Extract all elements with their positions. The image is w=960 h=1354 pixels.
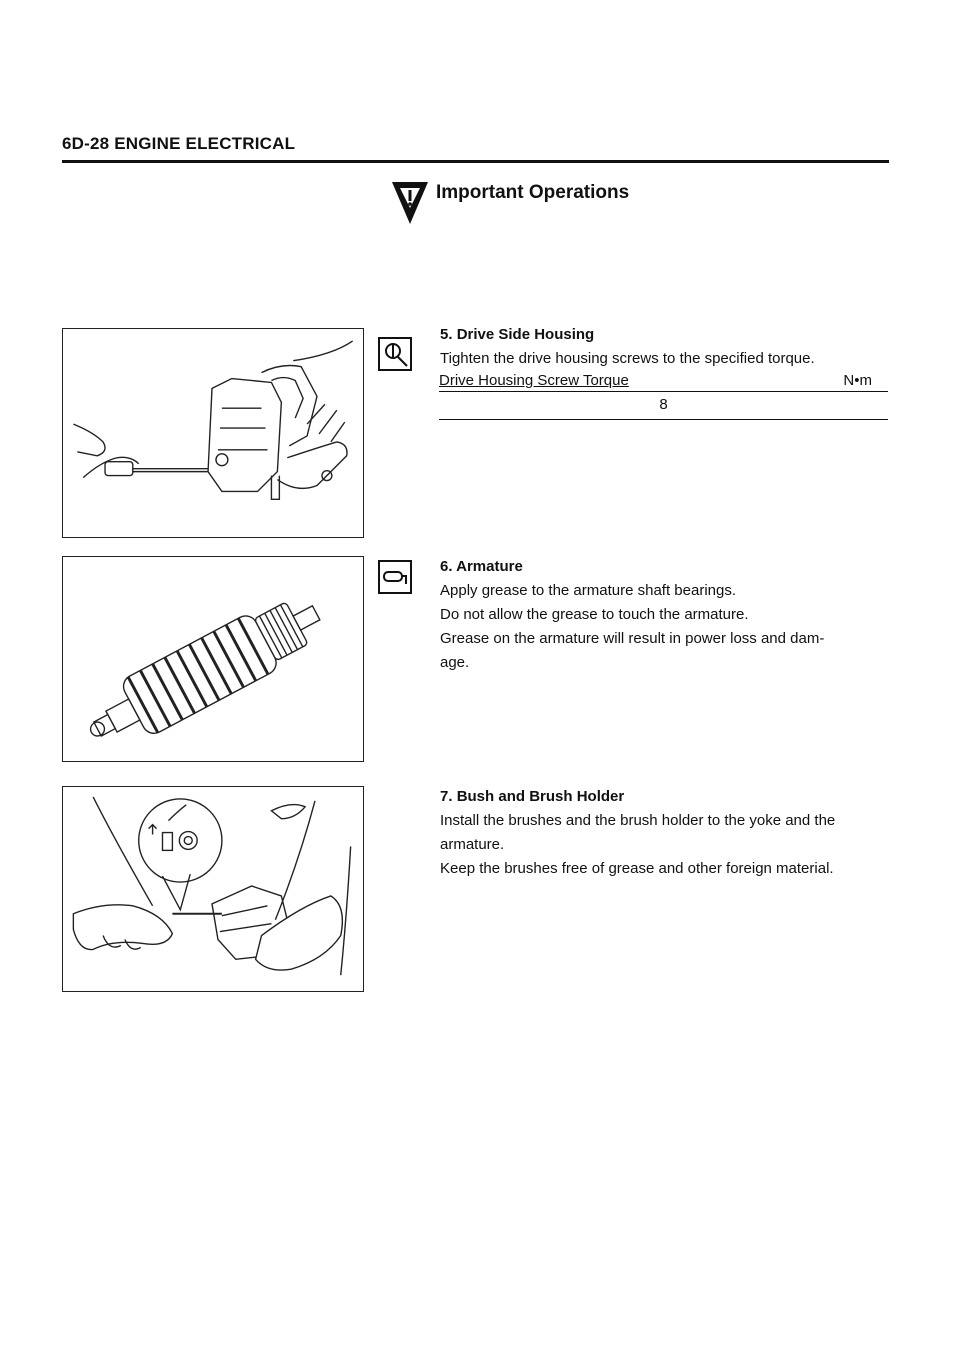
step-instruction: Keep the brushes free of grease and other foreign material.: [440, 860, 834, 877]
section-title: Important Operations: [436, 182, 630, 203]
step-armature: [440, 556, 890, 674]
torque-spec-table: [439, 372, 888, 420]
step-instruction: Install the brushes and the brush holder to the yoke and the: [440, 812, 836, 829]
torque-value: 8: [439, 392, 888, 420]
step-instruction: age.: [440, 654, 470, 671]
brush-holder-installation-illustration: [62, 786, 364, 992]
torque-wrench-icon: [378, 337, 412, 371]
step-drive-side-housing: [440, 324, 890, 370]
starter-motor-screwdriver-illustration: [62, 328, 364, 538]
step-instruction: Apply grease to the armature shaft bearings.: [440, 582, 737, 599]
step-title: Armature: [456, 558, 523, 575]
step-instruction: armature.: [440, 836, 505, 853]
armature-illustration: [62, 556, 364, 762]
grease-tube-icon: [378, 560, 412, 594]
step-title: Bush and Brush Holder: [456, 788, 625, 805]
step-instruction: Tighten the drive housing screws to the specified torque.: [440, 350, 815, 367]
torque-spec-label: Drive Housing Screw Torque: [439, 372, 629, 389]
step-bush-and-brush-holder: [440, 786, 890, 880]
header-divider: [62, 160, 889, 163]
step-number: 6.: [440, 558, 453, 575]
step-title: Drive Side Housing: [456, 326, 595, 343]
step-instruction: Do not allow the grease to touch the armature.: [440, 606, 749, 623]
page-header-title: 6D-28 ENGINE ELECTRICAL: [62, 134, 296, 153]
step-number: 5.: [440, 326, 453, 343]
step-number: 7.: [440, 788, 453, 805]
torque-unit: N•m: [843, 372, 872, 389]
step-instruction: Grease on the armature will result in power loss and dam-: [440, 630, 825, 647]
warning-triangle-icon: [390, 178, 430, 226]
